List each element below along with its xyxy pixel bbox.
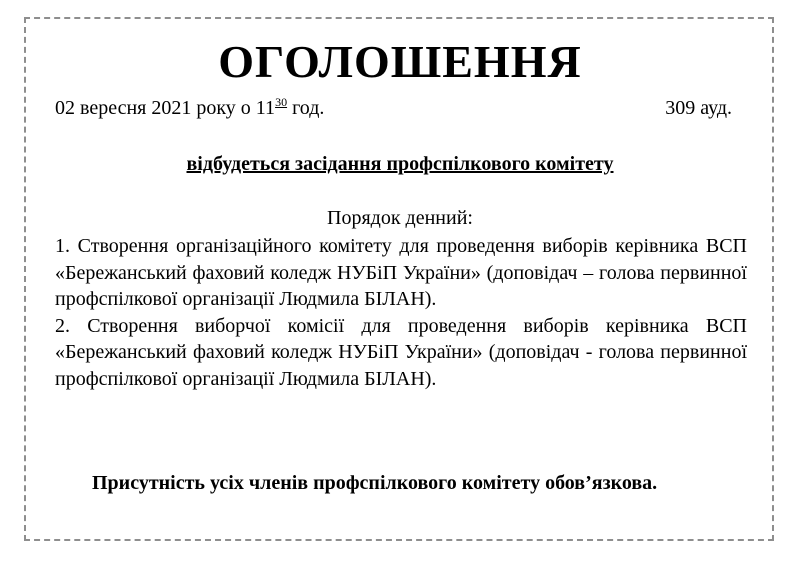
meeting-date-time <box>55 96 324 120</box>
meeting-room: 309 ауд. <box>665 97 732 119</box>
agenda-list <box>55 233 747 392</box>
agenda-heading: Порядок денний: <box>327 207 473 229</box>
meeting-date: 02 вересня 2021 року о 11 <box>55 97 276 119</box>
attendance-note: Присутність усіх членів профспілкового комітету обов’язкова. <box>92 472 658 494</box>
meeting-subtitle: відбудеться засідання профспілкового комітету <box>186 153 614 175</box>
meeting-time-minutes: 30 <box>275 95 288 109</box>
agenda-item-2: 2. Створення виборчої комісії для проведення виборів керівника ВСП «Бережанський фаховий коледж НУБіП України» (доповідач - голова первинної профспілкової організації Людмила БІЛАН). <box>55 314 747 390</box>
notice-title: ОГОЛОШЕННЯ <box>218 36 582 87</box>
agenda-item-1: 1. Створення організаційного комітету для проведення виборів керівника ВСП «Бережанський фаховий коледж НУБіП України» (доповідач – голова первинної профспілкової організації Людмила БІЛАН). <box>55 235 747 310</box>
meeting-time-suffix: год. <box>287 97 325 119</box>
